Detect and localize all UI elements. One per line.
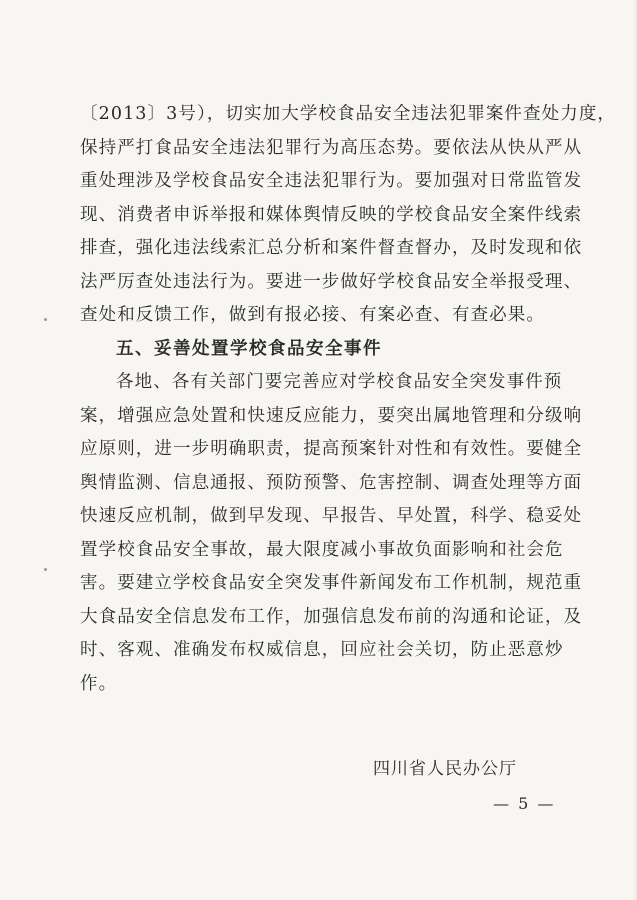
paragraph-line: 置学校食品安全事故，最大限度减小事故负面影响和社会危 — [80, 539, 564, 560]
paragraph-line: 现、消费者申诉举报和媒体舆情反映的学校食品安全案件线索 — [80, 204, 583, 225]
paragraph-line: 排查，强化违法线索汇总分析和案件督查督办，及时发现和依 — [80, 238, 583, 258]
paragraph-line: 时、客观、准确发布权威信息，回应社会关切，防止恶意炒 — [80, 640, 564, 660]
paragraph-line: 保持严打食品安全违法犯罪行为高压态势。要依法从快从严从 — [80, 137, 583, 158]
signature-issuer: 四川省人民办公厅 — [373, 759, 517, 779]
page-number: — 5 — — [493, 794, 556, 813]
binding-hole-mark — [44, 568, 47, 571]
document-body — [80, 98, 617, 701]
binding-hole-mark — [44, 318, 47, 321]
paragraph-line: 舆情监测、信息通报、预防预警、危害控制、调查处理等方面 — [80, 472, 583, 493]
paragraph-line: 案，增强应急处置和快速反应能力，要突出属地管理和分级响 — [80, 405, 583, 426]
paragraph-line: 快速反应机制，做到早发现、早报告、早处置，科学、稳妥处 — [80, 506, 583, 526]
paragraph-line: 害。要建立学校食品安全突发事件新闻发布工作机制，规范重 — [80, 573, 583, 593]
paragraph-line: 作。 — [80, 673, 118, 694]
section-heading: 五、妥善处置学校食品安全事件 — [116, 338, 382, 359]
page-edge-shadow — [633, 0, 637, 900]
paragraph-line: 应原则，进一步明确职责，提高预案针对性和有效性。要健全 — [80, 439, 583, 459]
paragraph-line: 各地、各有关部门要完善应对学校食品安全突发事件预 — [116, 372, 563, 392]
paragraph-line: 重处理涉及学校食品安全违法犯罪行为。要加强对日常监管发 — [80, 171, 583, 191]
paragraph-line: 〔2013〕3号），切实加大学校食品安全违法犯罪案件查处力度， — [80, 104, 617, 124]
paragraph-line: 法严厉查处违法行为。要进一步做好学校食品安全举报受理、 — [80, 271, 583, 292]
paragraph-line: 大食品安全信息发布工作，加强信息发布前的沟通和论证，及 — [80, 606, 583, 627]
paragraph-line: 查处和反馈工作，做到有报必接、有案必查、有查必果。 — [80, 305, 545, 325]
